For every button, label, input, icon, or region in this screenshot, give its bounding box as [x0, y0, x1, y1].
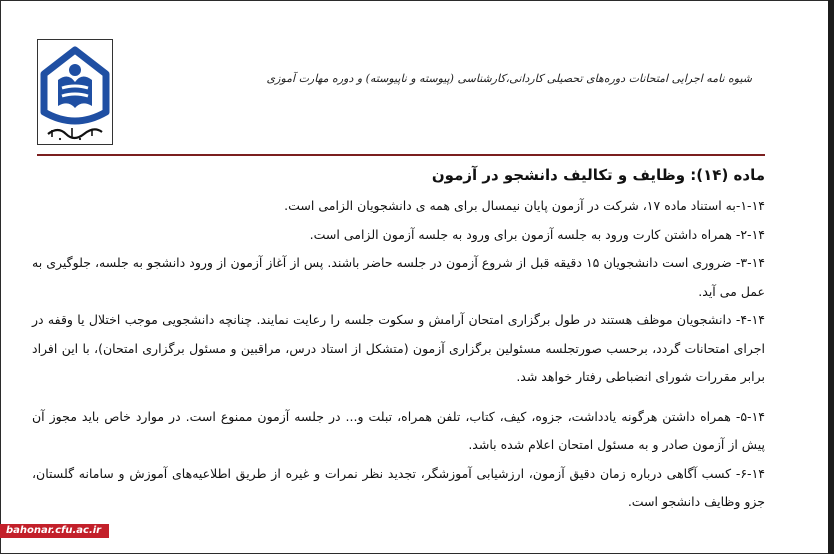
header-rule — [37, 154, 765, 156]
document-subtitle: شیوه نامه اجرایی امتحانات دوره‌های تحصیلی کاردانی،کارشناسی (پیوسته و ناپیوسته) و دوره مهارت آموزی — [266, 72, 752, 85]
article-paragraph-1: ۱-۱۴-به استناد ماده ۱۷، شرکت در آزمون پایان نیمسال برای همه ی دانشجویان الزامی است. — [284, 198, 765, 213]
university-logo — [37, 39, 113, 145]
article-paragraph-4: ۴-۱۴- دانشجویان موظف هستند در طول برگزاری امتحان آرامش و سکوت جلسه را رعایت نمایند. چنانچه دانشجویی موجب اختلال یا وقفه در اجرای امتحانات گردد، برحسب صورتجلسه مسئولین برگزاری آزمون (متشکل از استاد درس، مراقبین و مسئول برگزاری امتحان)، با این افراد برابر مقررات شورای انضباطی رفتار خواهد شد. — [32, 312, 765, 384]
article-paragraph-2: ۲-۱۴- همراه داشتن کارت ورود به جلسه آزمون برای ورود به جلسه آزمون الزامی است. — [309, 226, 765, 242]
article-paragraph-3: ۳-۱۴- ضروری است دانشجویان ۱۵ دقیقه قبل از شروع آزمون در جلسه حاضر باشند. پس از آغاز آزمون از ورود دانشجو به جلسه، جلوگیری به عمل می آید. — [32, 255, 766, 299]
page-edge-bar — [828, 0, 834, 554]
site-watermark: bahonar.cfu.ac.ir — [0, 524, 109, 538]
article-paragraph-6: ۶-۱۴- کسب آگاهی درباره زمان دقیق آزمون، ارزشیابی آموزشگر، تجدید نظر نمرات و غیره از طریق اطلاعیه‌های آموزش و سامانه گلستان، جزو وظایف دانشجو است. — [32, 465, 765, 509]
article-paragraph-5: ۵-۱۴- همراه داشتن هرگونه یادداشت، جزوه، کیف، کتاب، تلفن همراه، تبلت و... در جلسه آزمون ممنوع است. در موارد خاص باید مجوز آن پیش از آزمون صادر و به مسئول امتحان اعلام شده باشد. — [32, 408, 765, 452]
article-body — [32, 160, 765, 517]
article-title: ماده (۱۴): وظایف و تکالیف دانشجو در آزمون — [431, 166, 765, 184]
